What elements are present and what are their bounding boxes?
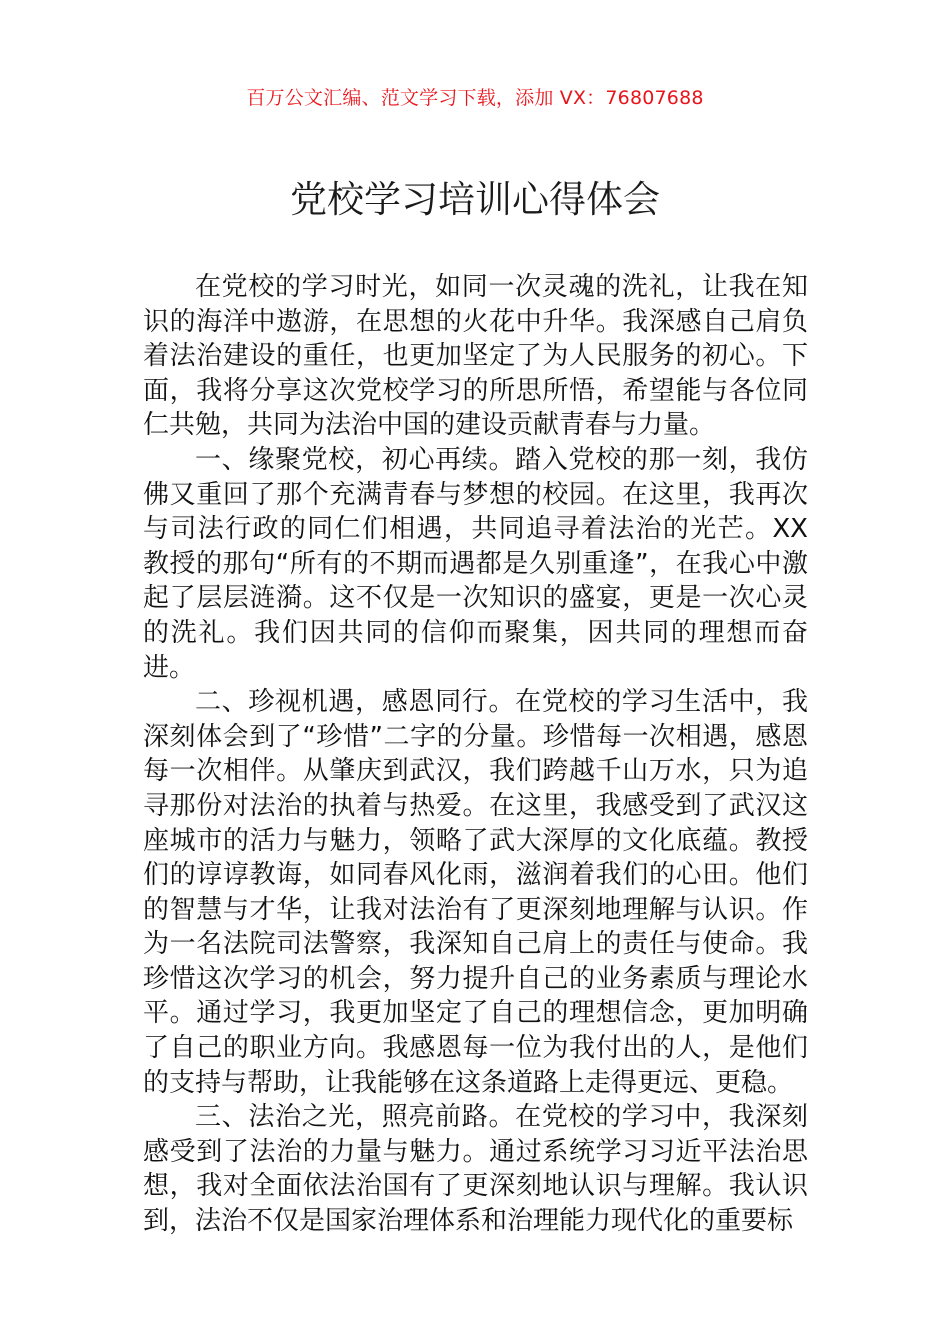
paragraph-section-2: 二、珍视机遇，感恩同行。在党校的学习生活中，我深刻体会到了“珍惜”二字的分量。珍惜每一次相遇，感恩每一次相伴。从肇庆到武汉，我们跨越千山万水，只为追寻那份对法治的执着与热爱。在这里，我感受到了武汉这座城市的活力与魅力，领略了武大深厚的文化底蕴。教授们的谆谆教诲，如同春风化雨，滋润着我们的心田。他们的智慧与才华，让我对法治有了更深刻地理解与认识。作为一名法院司法警察，我深知自己肩上的责任与使命。我珍惜这次学习的机会，努力提升自己的业务素质与理论水平。通过学习，我更加坚定了自己的理想信念，更加明确了自己的职业方向。我感恩每一位为我付出的人，是他们的支持与帮助，让我能够在这条道路上走得更远、更稳。 (143, 687, 808, 1098)
paragraph-intro: 在党校的学习时光，如同一次灵魂的洗礼，让我在知识的海洋中遨游，在思想的火花中升华。我深感自己肩负着法治建设的重任，也更加坚定了为人民服务的初心。下面，我将分享这次党校学习的所思所悟，希望能与各位同仁共勉，共同为法治中国的建设贡献青春与力量。 (143, 272, 808, 441)
paragraph-section-3: 三、法治之光，照亮前路。在党校的学习中，我深刻感受到了法治的力量与魅力。通过系统学习习近平法治思想，我对全面依法治国有了更深刻地认识与理解。我认识到，法治不仅是国家治理体系和治理能力现代化的重要标 (143, 1102, 808, 1237)
download-notice: 百万公文汇编、范文学习下载，添加 VX：76807688 (246, 87, 704, 109)
document-body (143, 270, 808, 1239)
page-title: 党校学习培训心得体会 (290, 178, 660, 221)
paragraph-section-1: 一、缘聚党校，初心再续。踏入党校的那一刻，我仿佛又重回了那个充满青春与梦想的校园。在这里，我再次与司法行政的同仁们相遇，共同追寻着法治的光芒。XX 教授的那句“所有的不期而遇都是久别重逢”，在我心中激起了层层涟漪。这不仅是一次知识的盛宴，更是一次心灵的洗礼。我们因共同的信仰而聚集，因共同的理想而奋进。 (143, 444, 808, 683)
